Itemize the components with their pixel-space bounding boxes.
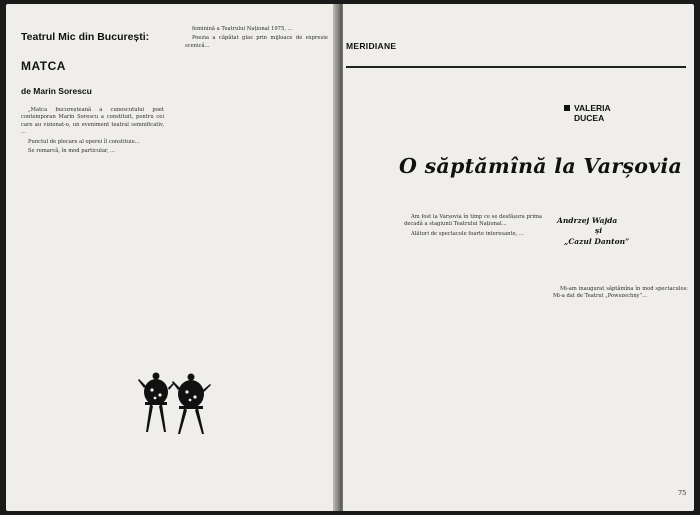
article-author [564, 103, 611, 123]
left-page [6, 4, 339, 511]
theatre-heading: Teatrul Mic din București: [21, 31, 150, 43]
subject-conjunction: și [595, 226, 603, 235]
bullet-square-icon [564, 105, 570, 111]
play-title: MATCA [21, 59, 66, 73]
play-author: de Marin Sorescu [21, 86, 92, 96]
paragraph: „Matca bucureșteană a cunoscutului poet contemporan Marin Sorescu a constituit, pentru cei care au vizionat-o, un eveniment teatral semnificativ, ... [21, 107, 164, 136]
author-first-name: VALERIA [574, 103, 611, 113]
article-title: O săptămînă la Varșovia [399, 154, 683, 178]
paragraph: Mi-am inaugurat săptămîna în mod spectaculos: Mi-a dat de Teatrul „Powszechny”... [553, 286, 688, 300]
right-column-1 [404, 214, 542, 240]
section-heading: MERIDIANE [346, 41, 397, 51]
page-number: 75 [678, 489, 687, 497]
paragraph: feminină a Teatrului Național 1975, ... [192, 26, 293, 32]
paragraph: Poezia a căpătat glas prin mijloace de expresie scenică... [185, 35, 328, 49]
right-page [343, 4, 694, 511]
paragraph: Am fost la Varșovia în timp ce se desfășura prima decadă a stagiunii Teatrului Național... [404, 214, 542, 228]
subject-title: „Cazul Danton” [564, 237, 630, 246]
subject-author: Andrzej Wajda [557, 216, 618, 225]
left-column-2 [185, 26, 328, 52]
paragraph: Alături de spectacole foarte interesante, ... [411, 230, 524, 237]
author-last-name: DUCEA [574, 113, 605, 123]
dancing-figures-illustration [136, 372, 216, 442]
left-column-1 [21, 107, 164, 157]
right-column-2 [553, 286, 688, 303]
paragraph: Punctul de plecare al operei îl constituie... [28, 138, 140, 145]
paragraph: Se remarcă, în mod particular, ... [28, 148, 116, 155]
section-rule [346, 66, 686, 68]
